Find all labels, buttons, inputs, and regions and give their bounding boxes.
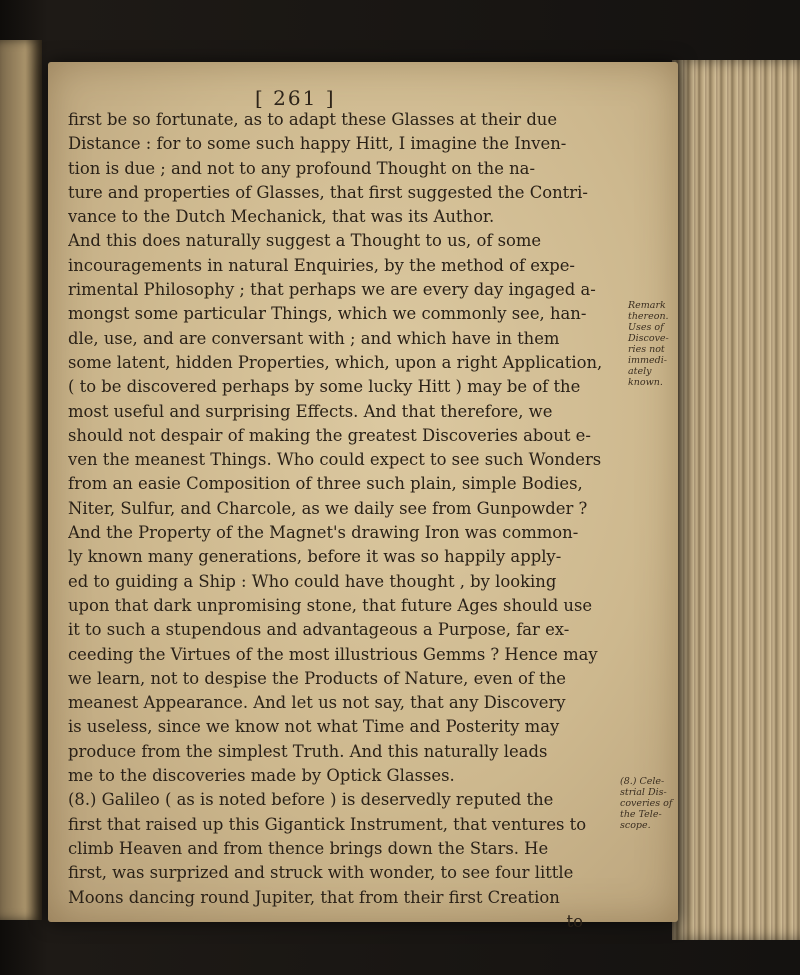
marginal-line: ately [628,366,652,377]
text-line: ceeding the Virtues of the most illustrious Gemms ? Hence may [68,644,598,664]
text-line: vance to the Dutch Mechanick, that was its Author. [68,207,495,227]
text-line: (8.) Galileo ( as is noted before ) is deservedly reputed the [68,790,554,810]
marginal-line: immedi- [628,355,668,366]
text-line: ven the meanest Things. Who could expect to see such Wonders [68,450,602,470]
marginal-note-remark [628,300,669,388]
text-line: we learn, not to despise the Products of Nature, even of the [68,668,567,688]
text-line: first that raised up this Gigantick Instrument, that ventures to [68,814,587,834]
marginal-line: strial Dis- [620,787,667,798]
marginal-line: thereon. [628,311,669,322]
marginal-note-celestial [620,776,672,831]
marginal-line: Remark [628,300,666,311]
text-line: dle, use, and are conversant with ; and which have in them [68,328,560,348]
marginal-line: the Tele- [620,809,662,820]
text-line: ( to be discovered perhaps by some lucky Hitt ) may be of the [68,377,581,397]
text-line: meanest Appearance. And let us not say, that any Discovery [68,693,566,713]
text-line: Moons dancing round Jupiter, that from their first Creation [68,887,560,907]
right-page-stack [672,60,800,940]
text-line: is useless, since we know not what Time and Posterity may [68,717,560,737]
page-number: [ 261 ] [255,86,336,110]
marginal-line: Discove- [628,333,669,344]
text-line: it to such a stupendous and advantageous a Purpose, far ex- [68,620,570,640]
text-line: ture and properties of Glasses, that first suggested the Contri- [68,182,588,202]
text-line: ly known many generations, before it was so happily apply- [68,547,562,567]
text-line: incouragements in natural Enquiries, by the method of expe- [68,255,575,275]
text-line: ed to guiding a Ship : Who could have thought , by looking [68,571,557,591]
text-line: most useful and surprising Effects. And that therefore, we [68,401,553,421]
body-text [68,108,623,934]
text-line: should not despair of making the greatest Discoveries about e- [68,425,591,445]
text-line: to [566,911,583,931]
left-page-edge [0,40,42,920]
text-line: And this does naturally suggest a Thought to us, of some [68,231,542,251]
text-line: some latent, hidden Properties, which, upon a right Application, [68,352,603,372]
text-line: rimental Philosophy ; that perhaps we are every day ingaged a- [68,280,596,300]
text-line: And the Property of the Magnet's drawing Iron was common- [68,523,579,543]
marginal-line: coveries of [620,798,673,809]
text-line: produce from the simplest Truth. And this naturally leads [68,741,548,761]
text-line: me to the discoveries made by Optick Glasses. [68,766,455,786]
marginal-line: (8.) Cele- [620,776,665,787]
text-line: Distance : for to some such happy Hitt, I imagine the Inven- [68,134,567,154]
text-line: first, was surprized and struck with wonder, to see four little [68,863,574,883]
text-line: from an easie Composition of three such plain, simple Bodies, [68,474,583,494]
text-line: Niter, Sulfur, and Charcole, as we daily see from Gunpowder ? [68,498,588,518]
marginal-line: Uses of [628,322,664,333]
text-line: mongst some particular Things, which we commonly see, han- [68,304,587,324]
marginal-line: known. [628,377,663,388]
text-line: tion is due ; and not to any profound Thought on the na- [68,158,535,178]
text-line: upon that dark unpromising stone, that future Ages should use [68,595,593,615]
text-line: climb Heaven and from thence brings down the Stars. He [68,838,549,858]
text-line: first be so fortunate, as to adapt these Glasses at their due [68,110,558,129]
marginal-line: scope. [620,820,651,831]
marginal-line: ries not [628,344,665,355]
